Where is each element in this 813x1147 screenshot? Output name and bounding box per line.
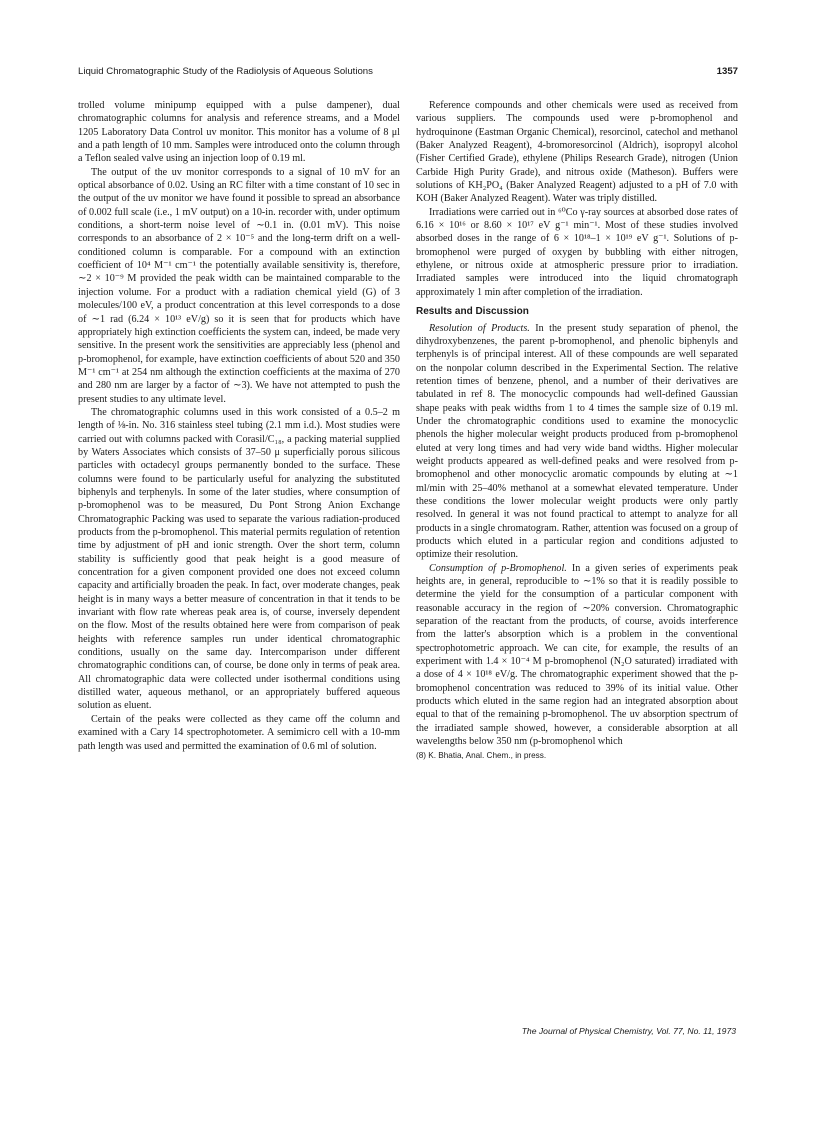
paragraph-body: In the present study separation of phenol, the dihydroxybenzenes, the parent p-bromophenol, and phenolic biphenyls and terphenyls is of principal interest. All of these compounds are well separated on the nonpolar column described in the Experimental Section. The relative retention times of benzene, phenol, and a number of their derivatives are tabulated in ref 8. The monocyclic compounds had well-defined Gaussian shape peaks with peak widths from 1 to 4 times the sample size of 0.19 ml. Under the chromatographic conditions used to examine the monocyclic phenols the higher molecular weight products produced from p-bromophenol eluted at very long times and had very wide band widths. Higher molecular weight products appeared as well-defined peaks and were resolved from p-bromophenol and other monocyclic aromatic compounds by eluting at ∼1 ml/min with 25–40% methanol at a somewhat elevated temperature. Under these conditions the lower molecular weight products were only partly resolved. In general it was not found practical to attempt to analyze for all products in a single chromatogram. Rather, attention was focused on a group of products which eluted in a particular region and conditions adjusted to optimize their resolution. <box>416 322 738 561</box>
paragraph-body: In a given series of experiments peak heights are, in general, reproducible to ∼1% so that it is readily possible to determine the yield for the consumption of a particular component with reasonable accuracy in the region of ∼20% conversion. Chromatographic separation of the reactant from the products, of course, avoids interference from the latter's absorption which is a problem in the conventional spectrophotometric approach. We can cite, for example, the results of an experiment with 1.4 × 10⁻⁴ M p-bromophenol (N₂O saturated) irradiated with a dose of 4 × 10¹⁸ eV/g. The chromatographic experiment showed that the p-bromophenol concentration was reduced to 39% of its initial value. Other products which eluted in the same region had an integrated absorption about equal to that of the remaining p-bromophenol. The uv absorption spectrum of the irradiated sample showed, however, a considerable absorption at all wavelengths below 350 nm (p-bromophenol which <box>416 562 738 748</box>
right-column <box>416 99 738 762</box>
paragraph: trolled volume minipump equipped with a pulse dampener), dual chromatographic columns for analysis and reference streams, and a Model 1205 Laboratory Data Control uv monitor. This monitor has a volume of 8 μl and a path length of 10 mm. Samples were introduced onto the column through a Teflon sealed valve using an injection loop of 0.19 ml. <box>78 100 400 165</box>
running-head <box>78 66 738 80</box>
paragraph: The output of the uv monitor corresponds to a signal of 10 mV for an optical absorbance of 0.02. Using an RC filter with a time constant of 10 sec in the output of the uv monitor we have found it possible to spread an absorbance of 0.002 full scale (i.e., 1 mV output) on a 10-in. recorder with, under optimum conditions, a short-term noise level of ∼0.1 in. (0.01 mV). This noise corresponds to an absorbance of 2 × 10⁻⁵ and the long-term drift on a well-conditioned column is comparable. For a compound with an extinction coefficient of 10⁴ M⁻¹ cm⁻¹ the potentially available sensitivity is, therefore, ∼2 × 10⁻⁹ M provided the peak width can be maintained comparable to the injection volume. For a product with a radiation chemical yield (G) of 3 molecules/100 eV, a product concentration at this level corresponds to a dose of ∼1 rad (6.24 × 10¹³ eV/g) so it is seen that for products which have appropriately high extinction coefficients the system can, indeed, be made very sensitive. In the present work the sensitivities are appreciably less (phenol and p-bromophenol, for example, have extinction coefficients of about 520 and 350 M⁻¹ cm⁻¹ at 254 nm although the extinction coefficients at the maxima of 270 and 280 nm are larger by a factor of ∼3). We have not attempted to push the present studies to any ultimate level. <box>78 166 400 405</box>
page-number: 1357 <box>716 66 738 77</box>
paragraph-lead: Consumption of p-Bromophenol. <box>429 562 567 574</box>
running-title: Liquid Chromatographic Study of the Radiolysis of Aqueous Solutions <box>78 66 373 77</box>
paragraph: The chromatographic columns used in this work consisted of a 0.5–2 m length of ⅛-in. No. 316 stainless steel tubing (2.1 mm i.d.). Most studies were carried out with columns packed with Corasil/C₁₈, a packing material supplied by Waters Associates which consists of 37–50 μ superficially porous silicous particles with octadecyl groups permanently bonded to the surface. These columns were found to be particularly useful for analyzing the substituted biphenyls and terphenyls. In some of the later studies, where consumption of p-bromophenol was to be measured, Du Pont Strong Anion Exchange Chromatographic Packing was used to separate the various radiation-produced products from the p-bromophenol. This material permits regulation of retention time by adjustment of pH and ionic strength. Over the short term, column stability is sufficiently good that peak height is a good measure of concentration for a given component provided one does not exceed column capacity and artificially broaden the peak. In fact, over moderate changes, peak height is in many ways a better measure of concentration in that it tends to be invariant with flow rate whereas peak area is, of course, inversely dependent on the flow. Most of the results obtained here were from comparison of peak heights with reference samples run under identical chromatographic conditions, usually on the same day. Intercomparison under different chromatographic conditions can, of course, be done only in terms of peak area. All chromatographic data were collected under isothermal conditions using distilled water, aqueous methanol, or an appropriately buffered aqueous solution as eluent. <box>78 406 400 712</box>
paragraph <box>416 562 738 749</box>
paragraph <box>416 322 738 562</box>
paragraph: Reference compounds and other chemicals were used as received from various suppliers. The compounds used were p-bromophenol and hydroquinone (Eastman Organic Chemical), resorcinol, catechol and methanol (Baker Analyzed Reagent), 4-bromoresorcinol (Aldrich), isopropyl alcohol (Fisher Certified Grade), ethylene (Philips Research Grade), nitrogen (Union Carbide High Purity Grade), and nitrous oxide (Matheson). Buffers were solutions of KH₂PO₄ (Baker Analyzed Reagent) adjusted to a pH of 7.0 with KOH (Baker Analyzed Reagent). Water was triply distilled. <box>416 100 738 205</box>
left-column <box>78 99 400 753</box>
footnote: (8) K. Bhatia, Anal. Chem., in press. <box>416 750 547 760</box>
paragraph: Certain of the peaks were collected as they came off the column and examined with a Cary 14 spectrophotometer. A semimicro cell with a 10-mm path length was used and permitted the examination of 0.6 ml of solution. <box>78 713 400 752</box>
journal-footer: The Journal of Physical Chemistry, Vol. 77, No. 11, 1973 <box>521 1026 736 1036</box>
paragraph-lead: Resolution of Products. <box>429 322 530 334</box>
paragraph: Irradiations were carried out in ⁶⁰Co γ-ray sources at absorbed dose rates of 6.16 × 10¹⁶ or 8.60 × 10¹⁷ eV g⁻¹ min⁻¹. Most of these studies involved absorbed doses in the range of 6 × 10¹⁸–1 × 10¹⁹ eV g⁻¹. Solutions of p-bromophenol were purged of oxygen by bubbling with either nitrogen, ethylene, or nitrous oxide at atmospheric pressure prior to irradiation. Irradiated samples were introduced into the liquid chromatograph approximately 1 min after completion of the irradiation. <box>416 206 738 298</box>
section-heading: Results and Discussion <box>416 306 529 318</box>
